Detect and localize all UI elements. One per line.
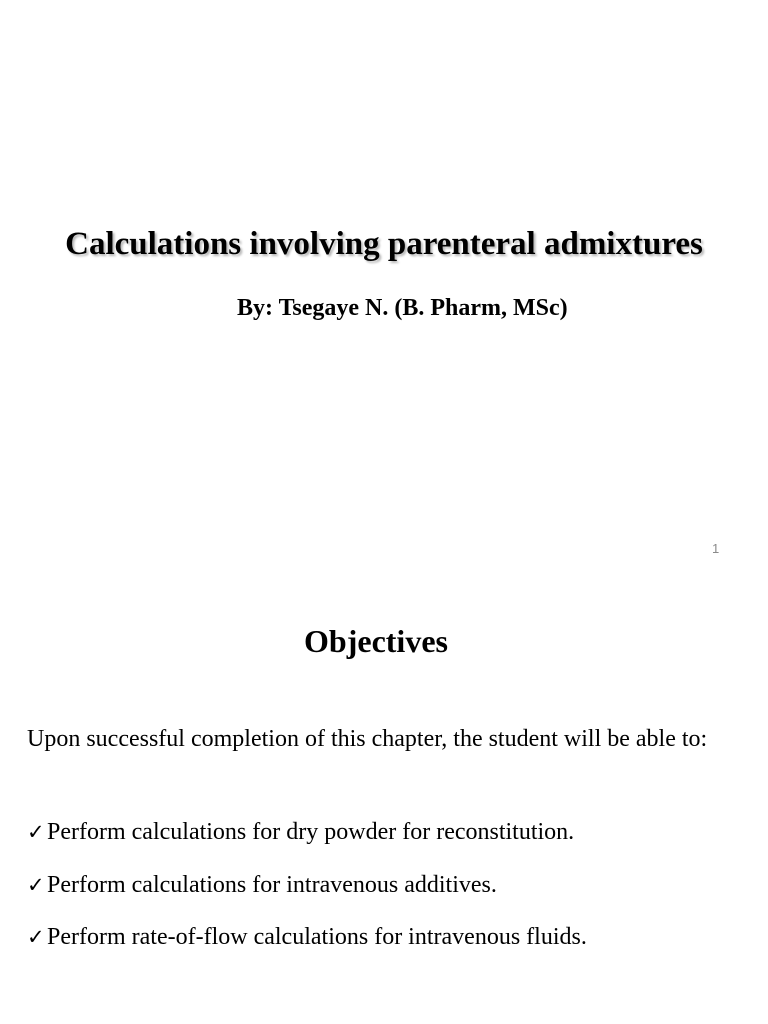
objective-text: Perform calculations for intravenous additives. xyxy=(47,871,497,898)
objectives-intro: Upon successful completion of this chapter, the student will be able to: xyxy=(27,726,708,752)
objective-item xyxy=(27,817,587,870)
objective-text: Perform rate-of-flow calculations for intravenous fluids. xyxy=(47,924,587,950)
objective-text: Perform calculations for dry powder for reconstitution. xyxy=(47,819,575,845)
check-icon: ✓ xyxy=(27,820,45,844)
objectives-heading: Objectives xyxy=(304,623,448,659)
check-icon: ✓ xyxy=(27,872,45,897)
objective-item xyxy=(27,870,587,923)
check-icon: ✓ xyxy=(27,925,45,949)
objectives-slide xyxy=(0,575,768,1024)
objectives-list xyxy=(27,817,587,975)
slide-title: Calculations involving parenteral admixtures xyxy=(65,226,703,262)
author-byline: By: Tsegaye N. (B. Pharm, MSc) xyxy=(237,295,568,321)
page-number: 1 xyxy=(712,541,720,556)
objective-item xyxy=(27,922,587,975)
